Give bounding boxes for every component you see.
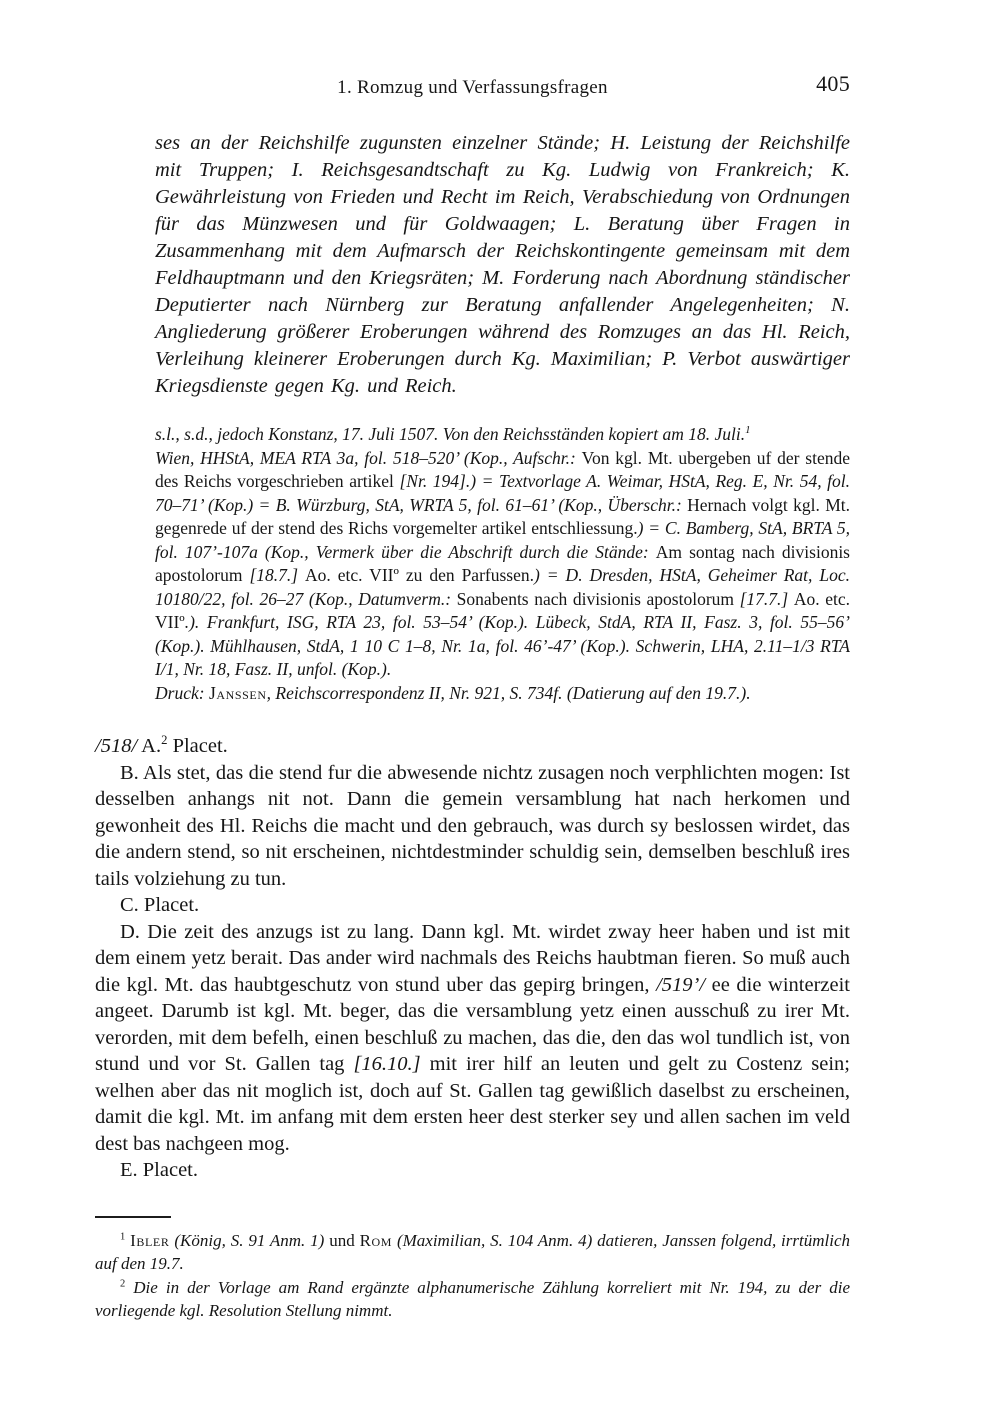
footnote-block <box>95 1216 850 1323</box>
running-header <box>95 71 850 102</box>
footnote-1: $^1$ Ibler (König, S. 91 Anm. 1) und Rom (Maximilian, S. 104 Anm. 4) datieren, Janssen folgend, irrtümlich auf den 19.7. <box>95 1230 851 1273</box>
manuscript-sources: Wien, HHStA, MEA RTA 3a, fol. 518–520’ (Kop., Aufschr.: Von kgl. Mt. ubergeben uf der stende des Reichs vorgeschrieben artikel [Nr. 194].) = Textvorlage A. Weimar, HStA, Reg. E, Nr. 54, fol. 70–71’ (Kop.) = B. Würzburg, StA, WRTA 5, fol. 61–61’ (Kop., Überschr.: Hernach volgt kgl. Mt. gegenrede uf der stend des Richs vorgemelter artikel entschliessung.) = C. Bamberg, StA, BRTA 5, fol. 107’-107a (Kop., Vermerk über die Abschrift durch die Stände: Am sontag nach divisionis apostolorum [18.7.] Ao. etc. VIIº zu den Parfussen.) = D. Dresden, HStA, Geheimer Rat, Loc. 10180/22, fol. 26–27 (Kop., Datumverm.: Sonabents nach divisionis apostolorum [17.7.] Ao. etc. VIIº.). Frankfurt, ISG, RTA 23, fol. 53–54’ (Kop.). Lübeck, StdA, RTA II, Fasz. 3, fol. 55–56’ (Kop.). Mühlhausen, StdA, 1 10 C 1–8, Nr. 1a, fol. 46’-47’ (Kop.). Schwerin, LHA, 2.11–1/3 RTA I/1, Nr. 18, Fasz. II, unfol. (Kop.). <box>155 447 851 679</box>
dateline: s.l., s.d., jedoch Konstanz, 17. Juli 1507. Von den Reichsständen kopiert am 18. Juli.$^1$ <box>155 424 751 444</box>
regest-summary: ses an der Reichshilfe zugunsten einzelner Stände; H. Leistung der Reichshilfe mit Truppen; I. Reichsgesandtschaft zu Kg. Ludwig von Frankreich; K. Gewährleistung von Frieden und Recht im Reich, Verabschiedung von Ordnungen für das Münzwesen und für Goldwaagen; L. Beratung über Fragen in Zusammenhang mit dem Aufmarsch der Reichskontingente gemeinsam mit dem Feldhauptmann und den Kriegsräten; M. Forderung nach Abordnung ständischer Deputierter nach Nürnberg zur Beratung anfallender Angelegenheiten; N. Angliederung größerer Eroberungen während des Romzuges an das Hl. Reich, Verleihung kleinerer Eroberungen durch Kg. Maximilian; P. Verbot auswärtiger Kriegsdienste gegen Kg. und Reich. <box>155 132 850 397</box>
page-number: 405 <box>816 71 850 96</box>
paragraph-a: /518/ A.$^2$ Placet. <box>95 733 228 757</box>
edition-text <box>95 733 850 1184</box>
paragraph-e: E. Placet. <box>120 1159 198 1181</box>
print-reference: Druck: Janssen, Reichscorrespondenz II, Nr. 921, S. 734f. (Datierung auf den 19.7.). <box>155 682 751 703</box>
source-apparatus <box>155 423 850 705</box>
chapter-title: 1. Romzug und Verfassungsfragen <box>337 77 608 98</box>
footnote-separator-rule <box>95 1216 171 1218</box>
paragraph-c: C. Placet. <box>120 894 200 916</box>
paragraph-d: D. Die zeit des anzugs ist zu lang. Dann kgl. Mt. wirdet zway heer haben und ist mit dem einem yetz berait. Das ander wird nachmals des Reichs haubtman fieren. So muß auch die kgl. Mt. das haubtgeschutz von stund uber das gepirg bringen, /519’/ ee die winterzeit angeet. Darumb ist kgl. Mt. beger, das die versamblung yetz einen ausschuß zu irer Mt. verorden, mit dem befelh, einen beschluß zu machen, das die, den das wol tundlich ist, von stund und vor St. Gallen tag [16.10.] mit irer hilf an leuten und gelt zu Costenz sein; welhen aber das nit moglich ist, doch auf St. Gallen tag gewißlich daselbst zu erscheinen, damit die kgl. Mt. im anfang mit dem ersten heer dest sterker sey und allen sachen im veld dest bas nachgeen mog. <box>95 920 850 1155</box>
footnote-2: $^2$ Die in der Vorlage am Rand ergänzte alphanumerische Zählung korreliert mit Nr. 194, zu der die vorliegende kgl. Resolution Stellung nimmt. <box>95 1277 850 1320</box>
paragraph-b: B. Als stet, das die stend fur die abwesende nichtz zusagen noch verphlichten mogen: Ist desselben anhangs nit not. Dann die gemein versamblung hat nach herkomen und gewonheit des Hl. Reichs die macht und den gebrauch, was durch sy beslossen wirdet, das die andern stend, so nit erscheinen, nichtdestminder schuldig sein, demselben beschluß ires tails volziehung zu tun. <box>95 761 850 890</box>
